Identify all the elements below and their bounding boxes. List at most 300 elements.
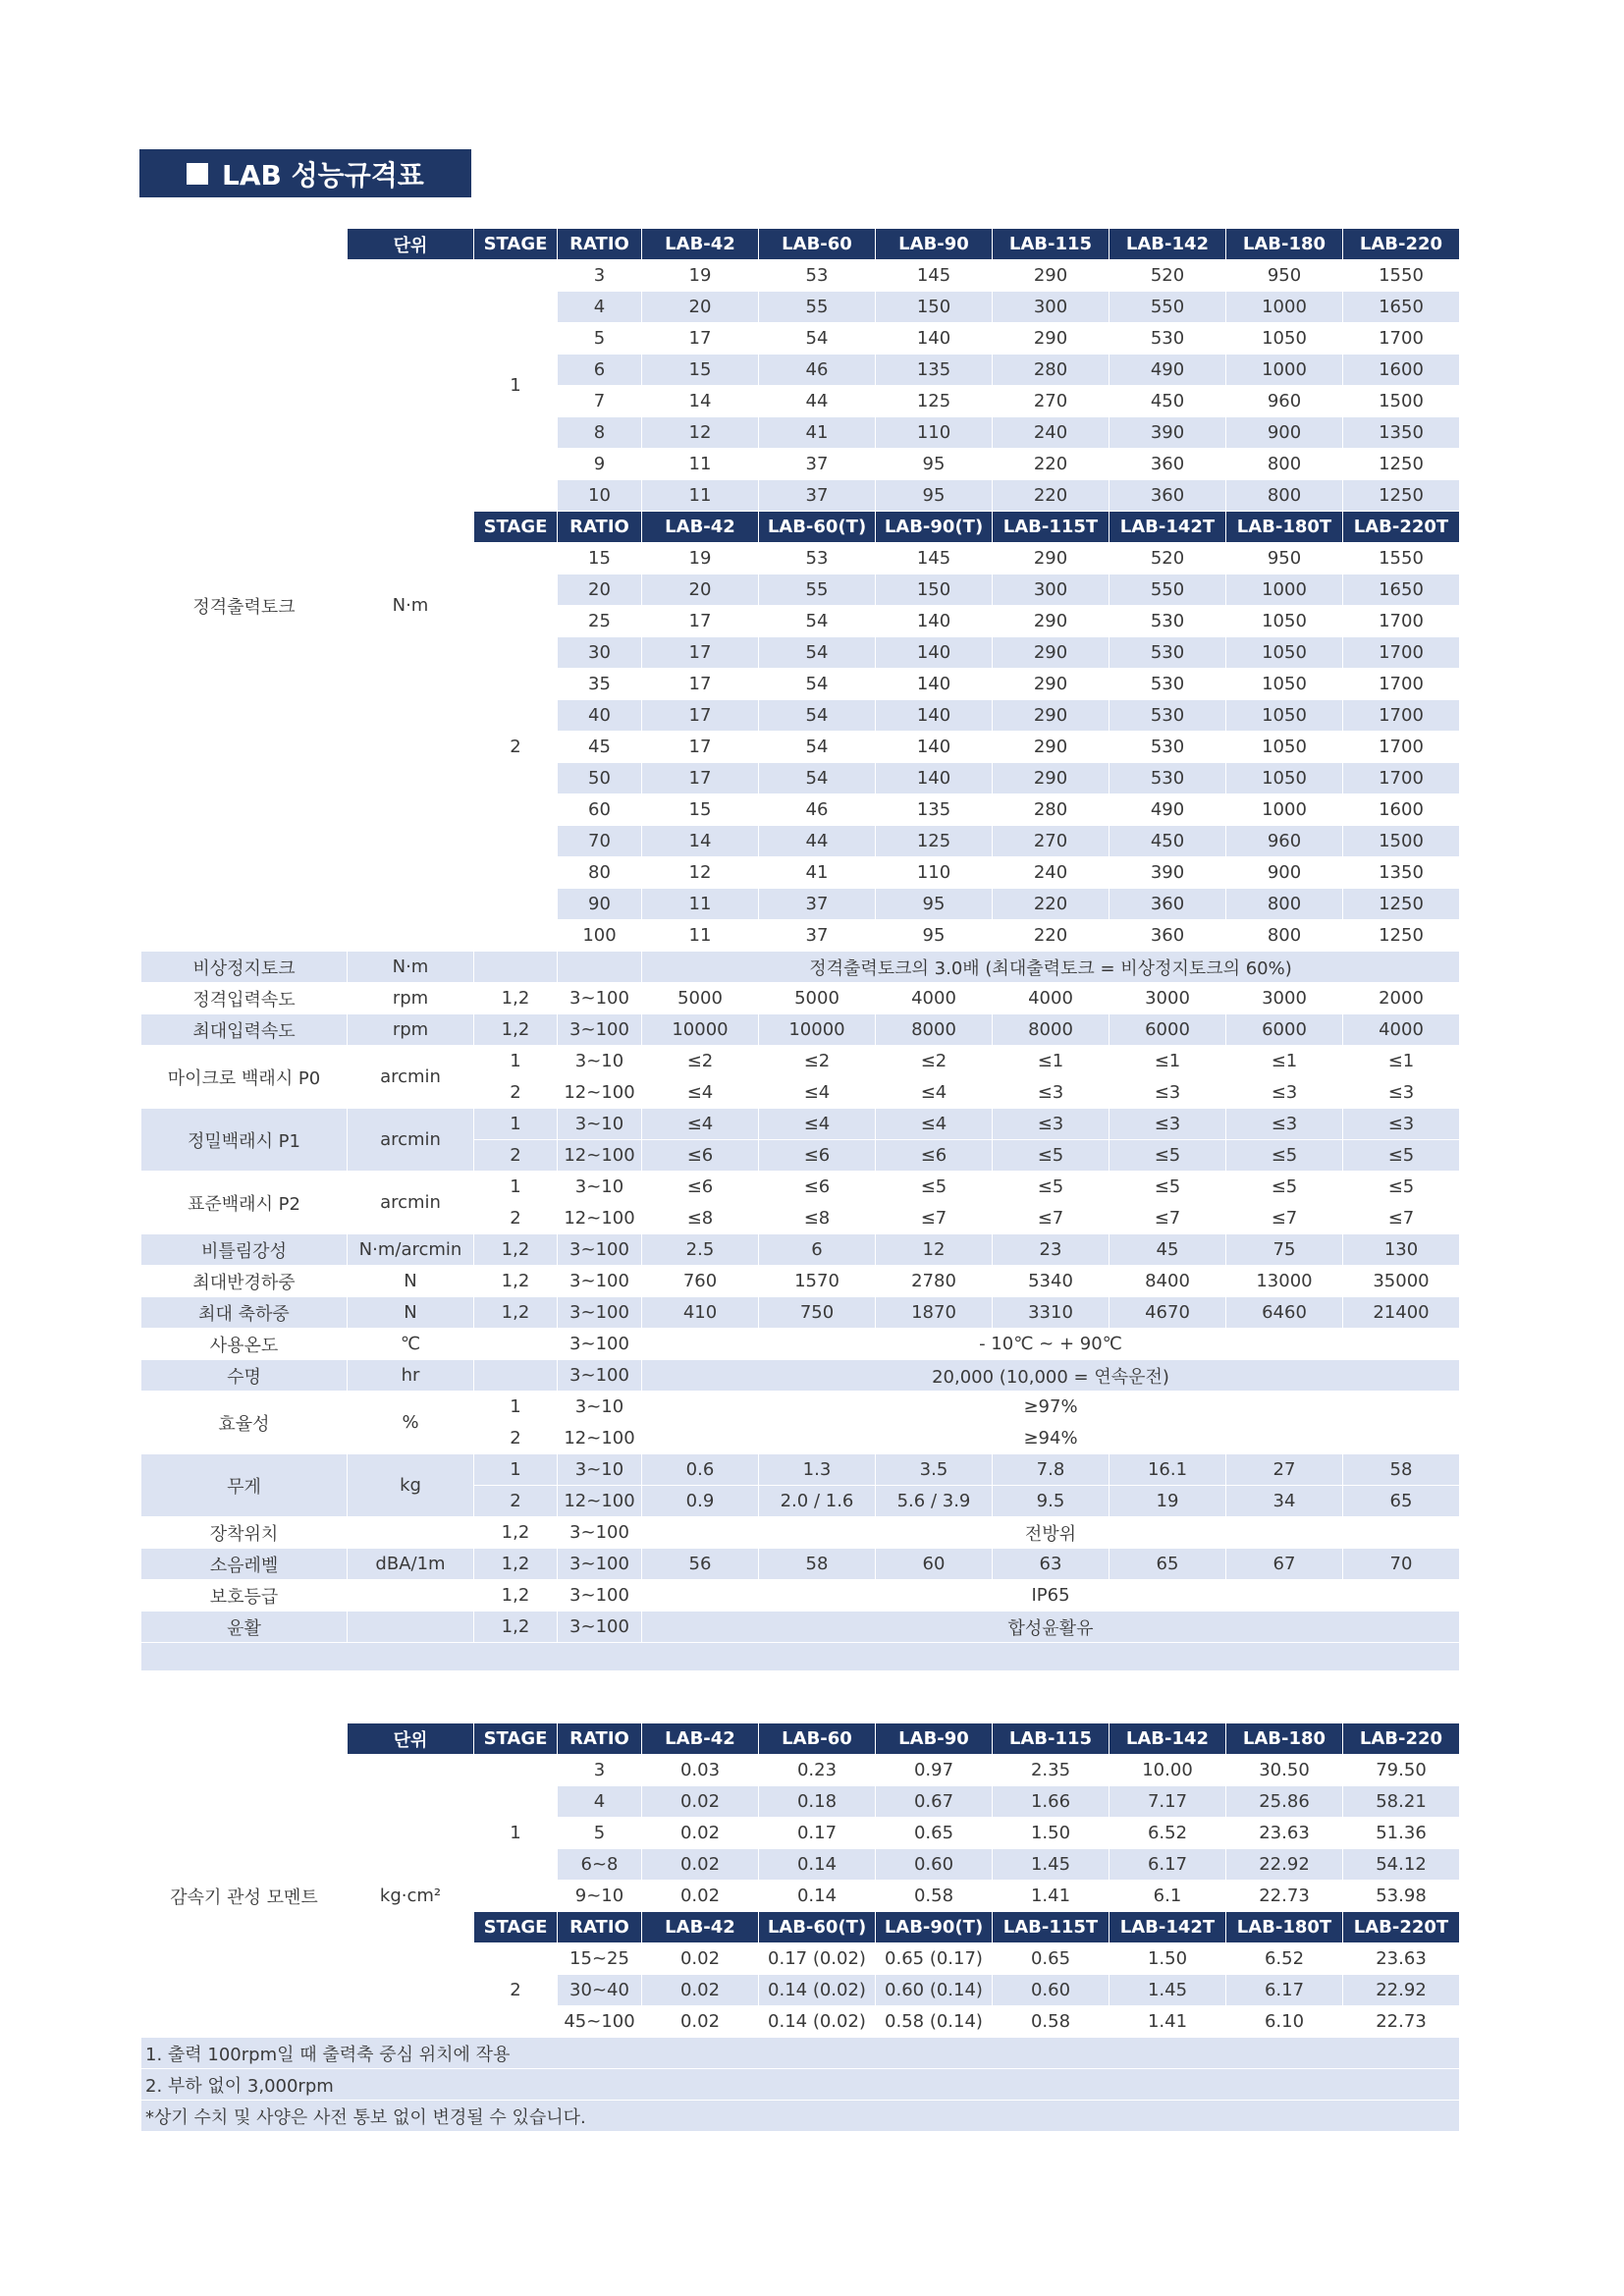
value-cell: 2000 xyxy=(1343,983,1460,1014)
value-cell: 17 xyxy=(642,637,759,669)
value-cell: 2.0 / 1.6 xyxy=(759,1486,876,1517)
value-cell: 1050 xyxy=(1226,700,1343,732)
value-cell: 0.02 xyxy=(642,1786,759,1818)
value-cell: 51.36 xyxy=(1343,1818,1460,1849)
value-cell: 0.02 xyxy=(642,1881,759,1912)
table-row xyxy=(141,952,1460,983)
value-cell: 290 xyxy=(993,543,1110,574)
ratio-cell: 5 xyxy=(558,1818,642,1849)
square-bullet-icon xyxy=(187,163,208,185)
ratio-cell: 3~10 xyxy=(558,1172,642,1203)
header-model: LAB-42 xyxy=(642,229,759,260)
value-cell: 7.17 xyxy=(1110,1786,1226,1818)
value-cell: 11 xyxy=(642,449,759,480)
value-cell: 1250 xyxy=(1343,920,1460,952)
value-cell: 450 xyxy=(1110,386,1226,417)
value-cell: 1050 xyxy=(1226,606,1343,637)
spec-unit: N·m/arcmin xyxy=(348,1234,474,1266)
stage-cell: 2 xyxy=(474,1943,558,2038)
header-model: LAB-142 xyxy=(1110,1723,1226,1755)
value-cell: 760 xyxy=(642,1266,759,1297)
value-cell: 13000 xyxy=(1226,1266,1343,1297)
value-cell: ≤3 xyxy=(993,1077,1110,1109)
value-cell: 6.52 xyxy=(1226,1943,1343,1975)
value-cell: 2780 xyxy=(876,1266,993,1297)
value-cell: 0.02 xyxy=(642,1975,759,2006)
value-cell: 900 xyxy=(1226,417,1343,449)
value-cell: 0.14 (0.02) xyxy=(759,2006,876,2038)
value-cell: 11 xyxy=(642,480,759,512)
value-cell: ≤1 xyxy=(993,1046,1110,1077)
section-title-text: LAB 성능규격표 xyxy=(222,158,424,191)
value-cell: 530 xyxy=(1110,637,1226,669)
ratio-cell: 70 xyxy=(558,826,642,857)
value-cell: 125 xyxy=(876,826,993,857)
value-cell: 58.21 xyxy=(1343,1786,1460,1818)
value-cell: 37 xyxy=(759,449,876,480)
value-cell: 530 xyxy=(1110,606,1226,637)
value-cell: 54 xyxy=(759,637,876,669)
spec-label: 비상정지토크 xyxy=(141,952,348,983)
footnote: *상기 수치 및 사양은 사전 통보 없이 변경될 수 있습니다. xyxy=(141,2101,1460,2132)
header-model: LAB-180 xyxy=(1226,1723,1343,1755)
value-cell: 220 xyxy=(993,449,1110,480)
ratio-cell: 30 xyxy=(558,637,642,669)
span-value-cell: 전방위 xyxy=(642,1517,1460,1549)
value-cell: 67 xyxy=(1226,1549,1343,1580)
value-cell: 37 xyxy=(759,920,876,952)
ratio-cell: 35 xyxy=(558,669,642,700)
ratio-cell xyxy=(558,952,642,983)
value-cell: 5340 xyxy=(993,1266,1110,1297)
value-cell: 23.63 xyxy=(1343,1943,1460,1975)
value-cell: 9.5 xyxy=(993,1486,1110,1517)
spec-unit: rpm xyxy=(348,983,474,1014)
value-cell: 1050 xyxy=(1226,323,1343,355)
value-cell: 4000 xyxy=(993,983,1110,1014)
value-cell: 3000 xyxy=(1110,983,1226,1014)
value-cell: 17 xyxy=(642,606,759,637)
value-cell: 220 xyxy=(993,480,1110,512)
value-cell: 550 xyxy=(1110,574,1226,606)
value-cell: 0.02 xyxy=(642,1818,759,1849)
value-cell: 520 xyxy=(1110,543,1226,574)
value-cell: 54 xyxy=(759,763,876,794)
value-cell: 22.73 xyxy=(1226,1881,1343,1912)
value-cell: 0.60 xyxy=(876,1849,993,1881)
header-model: LAB-220 xyxy=(1343,229,1460,260)
value-cell: 1.45 xyxy=(1110,1975,1226,2006)
stage-cell: 1 xyxy=(474,260,558,512)
value-cell: 22.92 xyxy=(1343,1975,1460,2006)
ratio-cell: 3~10 xyxy=(558,1046,642,1077)
value-cell: ≤3 xyxy=(993,1109,1110,1140)
value-cell: 1.41 xyxy=(993,1881,1110,1912)
value-cell: 15 xyxy=(642,355,759,386)
value-cell: ≤3 xyxy=(1226,1109,1343,1140)
value-cell: ≤3 xyxy=(1110,1077,1226,1109)
value-cell: 95 xyxy=(876,920,993,952)
header-model: LAB-90(T) xyxy=(876,1912,993,1943)
value-cell: 135 xyxy=(876,355,993,386)
spec-label: 윤활 xyxy=(141,1612,348,1643)
value-cell: 300 xyxy=(993,574,1110,606)
value-cell: 240 xyxy=(993,417,1110,449)
value-cell: ≤3 xyxy=(1343,1109,1460,1140)
value-cell: ≤6 xyxy=(642,1172,759,1203)
value-cell: 140 xyxy=(876,700,993,732)
value-cell: 1000 xyxy=(1226,574,1343,606)
value-cell: 800 xyxy=(1226,889,1343,920)
value-cell: 17 xyxy=(642,732,759,763)
stage-cell: 1 xyxy=(474,1454,558,1486)
value-cell: 0.58 xyxy=(876,1881,993,1912)
value-cell: 390 xyxy=(1110,857,1226,889)
spec-label: 최대입력속도 xyxy=(141,1014,348,1046)
value-cell: 37 xyxy=(759,889,876,920)
inertia-label: 감속기 관성 모멘트 xyxy=(141,1755,348,2038)
value-cell: 20 xyxy=(642,574,759,606)
value-cell: 240 xyxy=(993,857,1110,889)
spec-unit: hr xyxy=(348,1360,474,1392)
value-cell: 290 xyxy=(993,669,1110,700)
value-cell: 150 xyxy=(876,292,993,323)
value-cell: 1350 xyxy=(1343,417,1460,449)
header-model: LAB-42 xyxy=(642,512,759,543)
value-cell: ≤5 xyxy=(993,1140,1110,1172)
span-value-cell: 20,000 (10,000 = 연속운전) xyxy=(642,1360,1460,1392)
value-cell: 4000 xyxy=(1343,1014,1460,1046)
header-stage: STAGE xyxy=(474,512,558,543)
spec-label: 장착위치 xyxy=(141,1517,348,1549)
value-cell: 135 xyxy=(876,794,993,826)
ratio-cell: 100 xyxy=(558,920,642,952)
value-cell: 21400 xyxy=(1343,1297,1460,1329)
value-cell: 44 xyxy=(759,386,876,417)
spec-unit xyxy=(348,1612,474,1643)
stage-cell: 1,2 xyxy=(474,1266,558,1297)
table-row xyxy=(141,1329,1460,1360)
value-cell: 75 xyxy=(1226,1234,1343,1266)
value-cell: 35000 xyxy=(1343,1266,1460,1297)
stage-cell: 1,2 xyxy=(474,1014,558,1046)
ratio-cell: 15 xyxy=(558,543,642,574)
header-model: LAB-115 xyxy=(993,229,1110,260)
spec-unit: rpm xyxy=(348,1014,474,1046)
value-cell: 3.5 xyxy=(876,1454,993,1486)
value-cell: 7.8 xyxy=(993,1454,1110,1486)
value-cell: ≤8 xyxy=(642,1203,759,1234)
value-cell: 145 xyxy=(876,543,993,574)
value-cell: 1000 xyxy=(1226,794,1343,826)
value-cell: 2.35 xyxy=(993,1755,1110,1786)
value-cell: 14 xyxy=(642,386,759,417)
value-cell: 58 xyxy=(1343,1454,1460,1486)
stage-cell: 2 xyxy=(474,1423,558,1454)
value-cell: ≤3 xyxy=(1343,1077,1460,1109)
value-cell: 0.02 xyxy=(642,2006,759,2038)
value-cell: 15 xyxy=(642,794,759,826)
value-cell: 4670 xyxy=(1110,1297,1226,1329)
value-cell: ≤6 xyxy=(876,1140,993,1172)
value-cell: 360 xyxy=(1110,480,1226,512)
value-cell: 17 xyxy=(642,323,759,355)
spec-label: 정격입력속도 xyxy=(141,983,348,1014)
value-cell: 1550 xyxy=(1343,543,1460,574)
spec-label: 비틀림강성 xyxy=(141,1234,348,1266)
rated-torque-unit: N·m xyxy=(348,260,474,952)
table-row xyxy=(141,260,1460,292)
value-cell: 1700 xyxy=(1343,732,1460,763)
value-cell: 530 xyxy=(1110,700,1226,732)
ratio-cell: 30~40 xyxy=(558,1975,642,2006)
value-cell: 530 xyxy=(1110,669,1226,700)
ratio-cell: 3~100 xyxy=(558,1360,642,1392)
span-value-cell: ≥94% xyxy=(642,1423,1460,1454)
value-cell: 0.9 xyxy=(642,1486,759,1517)
ratio-cell: 12~100 xyxy=(558,1140,642,1172)
ratio-cell: 4 xyxy=(558,1786,642,1818)
footnote: 2. 부하 없이 3,000rpm xyxy=(141,2069,1460,2101)
value-cell: 17 xyxy=(642,669,759,700)
value-cell: 0.97 xyxy=(876,1755,993,1786)
header-model: LAB-90 xyxy=(876,229,993,260)
value-cell: 360 xyxy=(1110,449,1226,480)
ratio-cell: 12~100 xyxy=(558,1486,642,1517)
value-cell: 290 xyxy=(993,323,1110,355)
value-cell: 1700 xyxy=(1343,606,1460,637)
stage-cell xyxy=(474,1360,558,1392)
value-cell: 1.66 xyxy=(993,1786,1110,1818)
value-cell: 11 xyxy=(642,889,759,920)
value-cell: 290 xyxy=(993,260,1110,292)
header-model: LAB-115T xyxy=(993,512,1110,543)
header-model: LAB-142T xyxy=(1110,512,1226,543)
header-model: LAB-60(T) xyxy=(759,1912,876,1943)
ratio-cell: 12~100 xyxy=(558,1077,642,1109)
header-stage: STAGE xyxy=(474,229,558,260)
ratio-cell: 3 xyxy=(558,260,642,292)
spec-unit xyxy=(348,1580,474,1612)
value-cell: 1.50 xyxy=(993,1818,1110,1849)
header-unit: 단위 xyxy=(348,1723,474,1755)
value-cell: 0.65 xyxy=(876,1818,993,1849)
value-cell: 95 xyxy=(876,480,993,512)
value-cell: 1500 xyxy=(1343,386,1460,417)
value-cell: 270 xyxy=(993,386,1110,417)
value-cell: 1650 xyxy=(1343,292,1460,323)
span-value-cell: 합성윤활유 xyxy=(642,1612,1460,1643)
value-cell: ≤6 xyxy=(642,1140,759,1172)
value-cell: 1000 xyxy=(1226,355,1343,386)
value-cell: 58 xyxy=(759,1549,876,1580)
value-cell: 0.23 xyxy=(759,1755,876,1786)
value-cell: 10000 xyxy=(642,1014,759,1046)
spec-label: 정밀백래시 P1 xyxy=(141,1109,348,1172)
value-cell: 79.50 xyxy=(1343,1755,1460,1786)
table-row xyxy=(141,2069,1460,2101)
value-cell: 19 xyxy=(642,543,759,574)
value-cell: ≤5 xyxy=(1226,1172,1343,1203)
value-cell: 1650 xyxy=(1343,574,1460,606)
value-cell: 11 xyxy=(642,920,759,952)
span-value-cell: IP65 xyxy=(642,1580,1460,1612)
value-cell: ≤3 xyxy=(1226,1077,1343,1109)
value-cell: ≤2 xyxy=(876,1046,993,1077)
value-cell: 41 xyxy=(759,857,876,889)
stage-cell: 2 xyxy=(474,543,558,952)
stage-cell: 1,2 xyxy=(474,1517,558,1549)
value-cell: ≤4 xyxy=(759,1077,876,1109)
value-cell: 30.50 xyxy=(1226,1755,1343,1786)
value-cell: 290 xyxy=(993,732,1110,763)
ratio-cell: 9 xyxy=(558,449,642,480)
value-cell: 0.58 (0.14) xyxy=(876,2006,993,2038)
value-cell: 1700 xyxy=(1343,323,1460,355)
value-cell: 0.58 xyxy=(993,2006,1110,2038)
value-cell: 290 xyxy=(993,637,1110,669)
span-value-cell: - 10℃ ~ + 90℃ xyxy=(642,1329,1460,1360)
stage-cell: 1 xyxy=(474,1392,558,1423)
table-row xyxy=(141,1109,1460,1140)
value-cell: 6 xyxy=(759,1234,876,1266)
spec-label: 효율성 xyxy=(141,1392,348,1454)
section-title xyxy=(139,149,471,197)
ratio-cell: 12~100 xyxy=(558,1203,642,1234)
value-cell: ≤4 xyxy=(876,1109,993,1140)
value-cell: 1050 xyxy=(1226,669,1343,700)
value-cell: 140 xyxy=(876,637,993,669)
table-row xyxy=(141,1723,1460,1755)
value-cell: 280 xyxy=(993,794,1110,826)
header-ratio: RATIO xyxy=(558,512,642,543)
header-ratio: RATIO xyxy=(558,1723,642,1755)
spec-label: 최대반경하중 xyxy=(141,1266,348,1297)
value-cell: 44 xyxy=(759,826,876,857)
stage-cell: 1,2 xyxy=(474,983,558,1014)
stage-cell: 1 xyxy=(474,1755,558,1912)
table-row xyxy=(141,983,1460,1014)
value-cell: 1050 xyxy=(1226,763,1343,794)
table-row xyxy=(141,1266,1460,1297)
value-cell: ≤6 xyxy=(759,1140,876,1172)
value-cell: 12 xyxy=(642,417,759,449)
value-cell: 3310 xyxy=(993,1297,1110,1329)
value-cell: 54 xyxy=(759,606,876,637)
stage-cell: 1,2 xyxy=(474,1612,558,1643)
value-cell: ≤1 xyxy=(1343,1046,1460,1077)
ratio-cell: 6 xyxy=(558,355,642,386)
value-cell: 0.17 (0.02) xyxy=(759,1943,876,1975)
value-cell: ≤5 xyxy=(876,1172,993,1203)
value-cell: 46 xyxy=(759,355,876,386)
value-cell: 0.60 (0.14) xyxy=(876,1975,993,2006)
value-cell: 6000 xyxy=(1226,1014,1343,1046)
table-row xyxy=(141,1517,1460,1549)
value-cell: 530 xyxy=(1110,323,1226,355)
value-cell: 22.73 xyxy=(1343,2006,1460,2038)
value-cell: 1050 xyxy=(1226,732,1343,763)
value-cell: 54 xyxy=(759,732,876,763)
inertia-unit: kg·cm² xyxy=(348,1755,474,2038)
value-cell: 55 xyxy=(759,574,876,606)
ratio-cell: 3~100 xyxy=(558,1234,642,1266)
value-cell: 130 xyxy=(1343,1234,1460,1266)
value-cell: 280 xyxy=(993,355,1110,386)
table-row xyxy=(141,1643,1460,1671)
spacer-row xyxy=(141,1643,1460,1671)
spec-unit: N·m xyxy=(348,952,474,983)
value-cell: 750 xyxy=(759,1297,876,1329)
value-cell: 45 xyxy=(1110,1234,1226,1266)
table-row xyxy=(141,2101,1460,2132)
value-cell: ≤1 xyxy=(1110,1046,1226,1077)
ratio-cell: 4 xyxy=(558,292,642,323)
stage-cell: 1 xyxy=(474,1046,558,1077)
spec-label: 사용온도 xyxy=(141,1329,348,1360)
value-cell: 0.67 xyxy=(876,1786,993,1818)
ratio-cell: 3~100 xyxy=(558,1580,642,1612)
spec-unit: arcmin xyxy=(348,1046,474,1109)
value-cell: 140 xyxy=(876,763,993,794)
header-model: LAB-180T xyxy=(1226,512,1343,543)
ratio-cell: 3~100 xyxy=(558,1266,642,1297)
header-model: LAB-60(T) xyxy=(759,512,876,543)
value-cell: 6460 xyxy=(1226,1297,1343,1329)
stage-cell: 2 xyxy=(474,1203,558,1234)
value-cell: 60 xyxy=(876,1549,993,1580)
value-cell: 65 xyxy=(1343,1486,1460,1517)
value-cell: ≤7 xyxy=(1226,1203,1343,1234)
value-cell: 270 xyxy=(993,826,1110,857)
value-cell: ≤2 xyxy=(642,1046,759,1077)
value-cell: ≤8 xyxy=(759,1203,876,1234)
value-cell: 10.00 xyxy=(1110,1755,1226,1786)
ratio-cell: 90 xyxy=(558,889,642,920)
value-cell: 3000 xyxy=(1226,983,1343,1014)
value-cell: ≤5 xyxy=(1226,1140,1343,1172)
value-cell: 14 xyxy=(642,826,759,857)
value-cell: 1350 xyxy=(1343,857,1460,889)
value-cell: 125 xyxy=(876,386,993,417)
ratio-cell: 40 xyxy=(558,700,642,732)
inertia-table xyxy=(140,1722,1460,2132)
stage-cell: 1 xyxy=(474,1109,558,1140)
value-cell: 300 xyxy=(993,292,1110,323)
value-cell: 95 xyxy=(876,889,993,920)
header-model: LAB-42 xyxy=(642,1723,759,1755)
value-cell: 0.18 xyxy=(759,1786,876,1818)
value-cell: 360 xyxy=(1110,920,1226,952)
value-cell: 1.45 xyxy=(993,1849,1110,1881)
value-cell: 0.6 xyxy=(642,1454,759,1486)
value-cell: 490 xyxy=(1110,355,1226,386)
value-cell: ≤7 xyxy=(993,1203,1110,1234)
value-cell: 34 xyxy=(1226,1486,1343,1517)
value-cell: 950 xyxy=(1226,543,1343,574)
value-cell: 10000 xyxy=(759,1014,876,1046)
value-cell: 54 xyxy=(759,700,876,732)
value-cell: 5.6 / 3.9 xyxy=(876,1486,993,1517)
header-model: LAB-220T xyxy=(1343,512,1460,543)
ratio-cell: 3~100 xyxy=(558,1517,642,1549)
ratio-cell: 20 xyxy=(558,574,642,606)
value-cell: 290 xyxy=(993,606,1110,637)
value-cell: 110 xyxy=(876,857,993,889)
value-cell: 800 xyxy=(1226,480,1343,512)
value-cell: 95 xyxy=(876,449,993,480)
value-cell: ≤4 xyxy=(876,1077,993,1109)
